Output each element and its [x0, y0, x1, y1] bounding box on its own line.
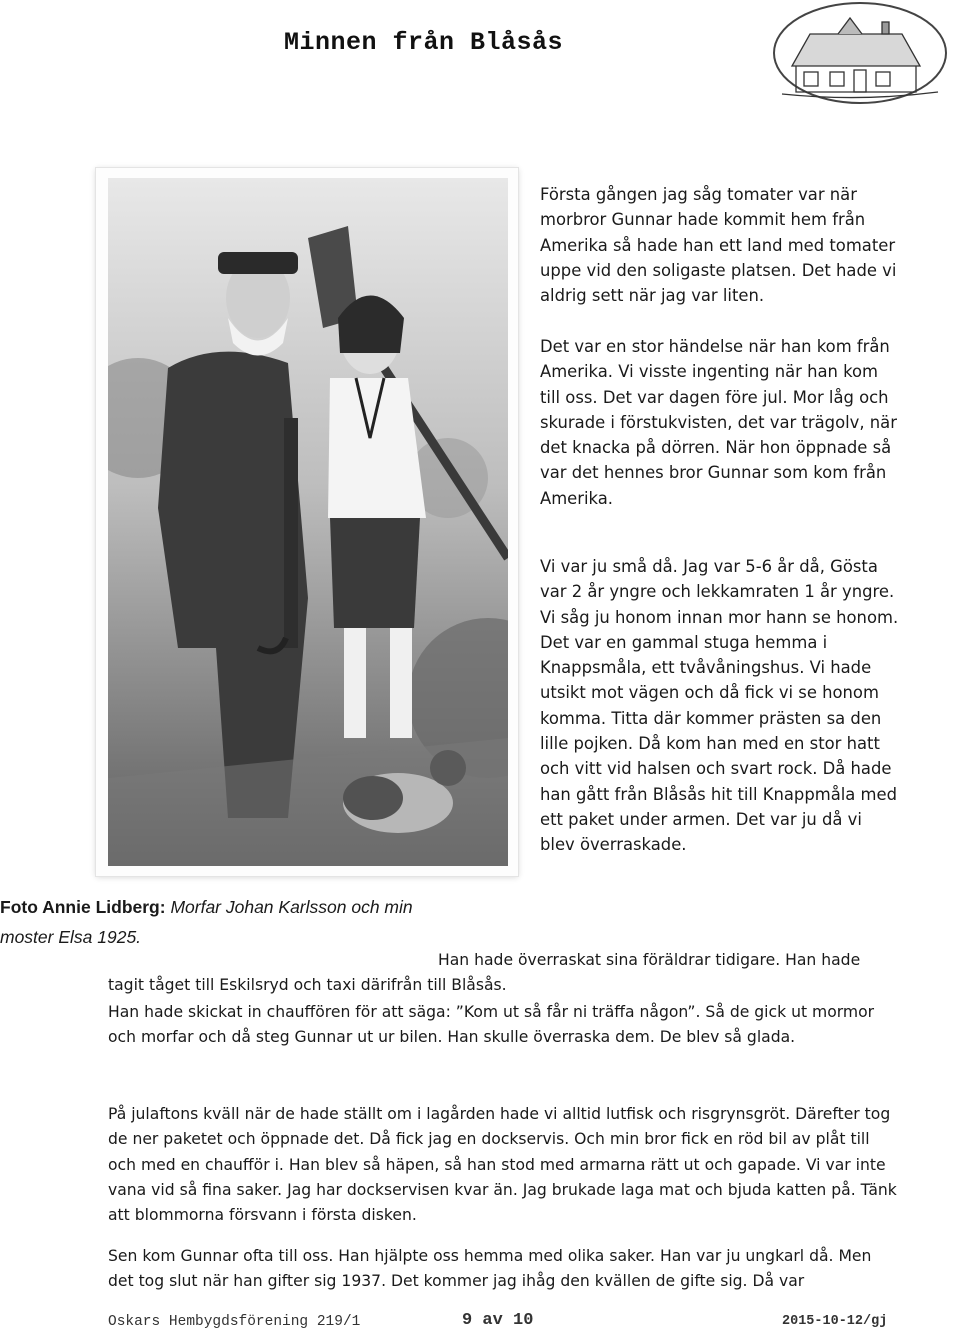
photo-caption — [0, 892, 420, 952]
house-sketch-icon — [770, 0, 950, 106]
side-paragraph-2: Det var en stor händelse när han kom från Amerika. Vi visste ingenting när han kom till oss. Det var dagen före jul. Mor låg och skurade i förstukvisten, det var trägolv, när det knacka på dörren. När hon öppnade så var det hennes bror Gunnar som kom från Amerika. — [540, 337, 897, 508]
caption-text: Morfar Johan Karlsson och min moster Elsa 1925. — [0, 897, 413, 947]
photograph — [96, 168, 518, 876]
side-paragraph-1: Första gången jag såg tomater var när morbror Gunnar hade kommit hem från Amerika så hade han ett land med tomater uppe vid den soligaste platsen. Det hade vi aldrig sett när jag var liten. — [540, 185, 897, 306]
footer-date: 2015-10-12/gj — [782, 1314, 888, 1329]
footer-page-number: 9 av 10 — [462, 1311, 534, 1330]
body-paragraph-3: På julaftons kväll när de hade ställt om i lagården hade vi alltid lutfisk och risgrynsgröt. Därefter tog de ner paketet och öppnade det. Då fick jag en dockservis. Och min bror fick en röd bil av plåt till och med en chaufför i. Han blev så häpen, så han stod med armarna rätt ut och gapade. Vi var inte vana vid så fina saker. Jag har dockservisen kvar än. Jag brukade laga mat och bjuda katten på. Tänk att blommorna försvann i första disken. — [108, 1105, 897, 1225]
side-paragraph-3: Vi var ju små då. Jag var 5-6 år då, Gösta var 2 år yngre och lekkamraten 1 år yngre. Vi såg ju honom innan mor hann se honom. Det var en gammal stuga hemma i Knappsmåla, ett tvåvåningshus. Vi hade utsikt mot vägen och då fick vi se honom komma. Titta där kommer prästen sa den lille pojken. Då kom han med en stor hatt och vitt vid halsen och svart rock. Då hade han gått från Blåsås hit till Knappmåla med ett paket under armen. Det var ju då vi blev överraskade. — [540, 557, 899, 855]
body-paragraph-1: Han hade överraskat sina föräldrar tidigare. Han hade tagit tåget till Eskilsryd och taxi därifrån till Blåsås. — [108, 951, 861, 995]
body-paragraph-2: Han hade skickat in chauffören för att säga: ”Kom ut så får ni träffa någon”. Så de gick ut mormor och morfar och då steg Gunnar ut ur bilen. Han skulle överraska dem. De blev så glada. — [108, 1003, 875, 1047]
page-title: Minnen från Blåsås — [284, 28, 564, 57]
footer-organization: Oskars Hembygdsförening 219/1 — [108, 1314, 361, 1330]
caption-label: Foto Annie Lidberg: — [0, 897, 166, 917]
photograph-old-man-and-girl — [108, 178, 508, 866]
body-paragraph-4: Sen kom Gunnar ofta till oss. Han hjälpte oss hemma med olika saker. Han var ju ungkarl då. Men det tog slut när han gifter sig 1937. Det kommer jag ihåg den kvällen de gifte sig. Då var — [108, 1247, 872, 1291]
